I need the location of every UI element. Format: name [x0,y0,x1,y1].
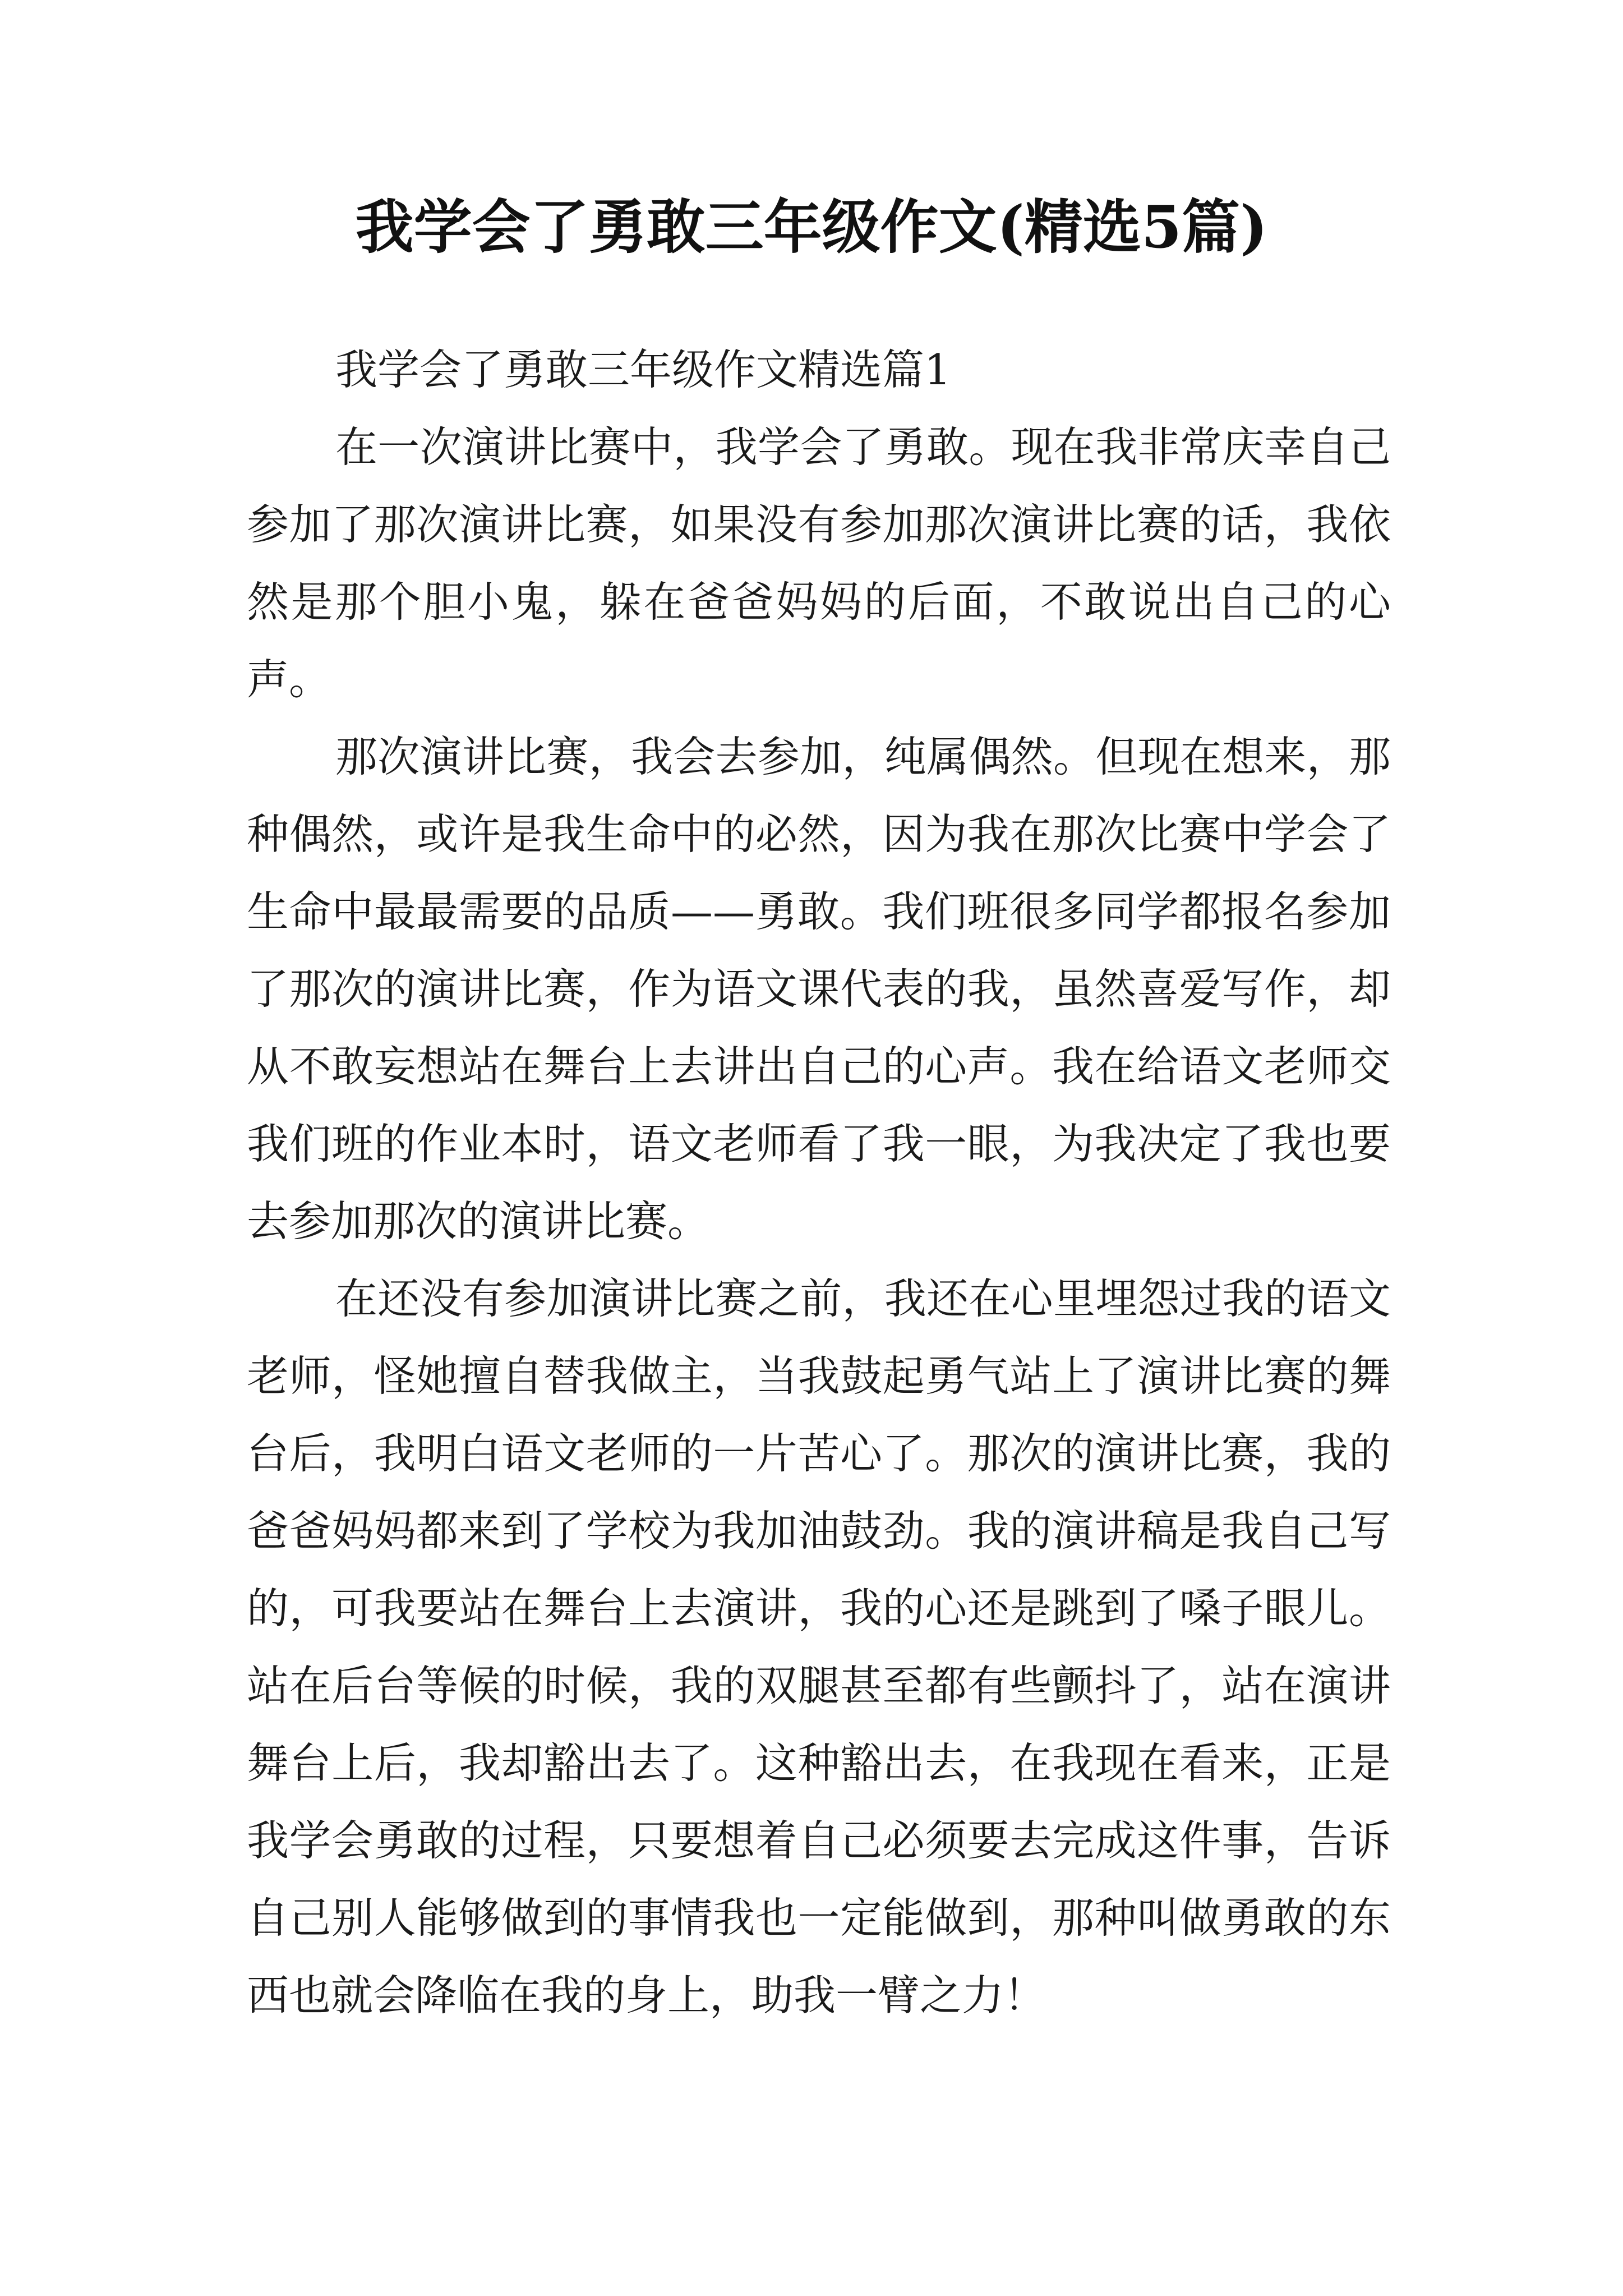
paragraph: 在一次演讲比赛中，我学会了勇敢。现在我非常庆幸自己参加了那次演讲比赛，如果没有参加那次演讲比赛的话，我依然是那个胆小鬼，躲在爸爸妈妈的后面，不敢说出自己的心声。 [247,422,1391,704]
document-title: 我学会了勇敢三年级作文(精选5篇) [355,192,1268,261]
paragraph: 在还没有参加演讲比赛之前，我还在心里埋怨过我的语文老师，怪她擅自替我做主，当我鼓起勇气站上了演讲比赛的舞台后，我明白语文老师的一片苦心了。那次的演讲比赛，我的爸爸妈妈都来到了学校为我加油鼓劲。我的演讲稿是我自己写的，可我要站在舞台上去演讲，我的心还是跳到了嗓子眼儿。站在后台等候的时候，我的双腿甚至都有些颤抖了，站在演讲舞台上后，我却豁出去了。这种豁出去，在我现在看来，正是我学会勇敢的过程，只要想着自己必须要去完成这件事，告诉自己别人能够做到的事情我也一定能做到，那种叫做勇敢的东西也就会降临在我的身上，助我一臂之力！ [247,1274,1391,2020]
section-heading: 我学会了勇敢三年级作文精选篇1 [335,345,951,394]
document-body [247,331,1391,2034]
paragraph: 那次演讲比赛，我会去参加，纯属偶然。但现在想来，那种偶然，或许是我生命中的必然，因为我在那次比赛中学会了生命中最最需要的品质——勇敢。我们班很多同学都报名参加了那次的演讲比赛，作为语文课代表的我，虽然喜爱写作，却从不敢妄想站在舞台上去讲出自己的心声。我在给语文老师交我们班的作业本时，语文老师看了我一眼，为我决定了我也要去参加那次的演讲比赛。 [247,732,1391,1246]
